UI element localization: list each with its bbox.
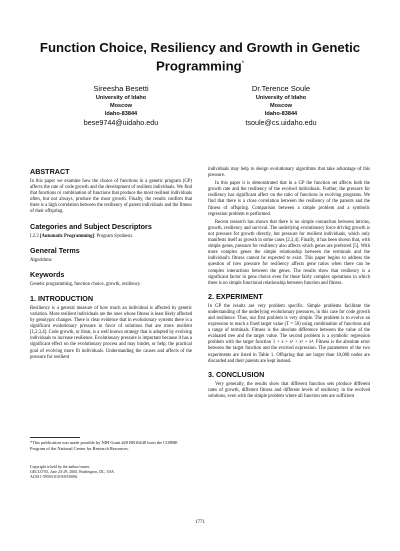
author-name: Dr.Terence Soule [251, 84, 311, 93]
page-number: 1771 [195, 520, 205, 525]
author-postal: Idaho-83844 [104, 111, 138, 117]
author-block-1 [46, 84, 196, 128]
body-paragraph: Recent research has shown that there is no simple connection between introns, growth, resiliency and survival. The underlying evolutionary force driving growth is not pressure for growth directly, but pressure for resilient individuals, which only manifests itself as growth in some cases [2,3,4]. Finally, it has been shown that, with simple genes, pressure for resiliency also affects which genes are preferred [5]. With more complex genes the simple relationship between the terminals and the individual's fitness cannot be expected to exist. This paper begins to address the question of how pressure for resiliency affects gene ratios when there can be complex interactions between the genes. The results show that resiliency is a significant factor in gene choice even for these fairly complex operations in which there is no simple functional relationship between function and fitness. [208, 219, 370, 286]
abstract-heading: ABSTRACT [30, 167, 70, 176]
paper-title [30, 40, 370, 74]
conclusion-heading: 3. CONCLUSION [208, 369, 265, 379]
copyright-line: GECCO'05, June 25-29, 2005, Washington, DC, USA. [30, 469, 115, 474]
author-name: Sireesha Besetti [93, 84, 149, 93]
author-city: Moscow [109, 103, 133, 109]
introduction-heading: 1. INTRODUCTION [30, 293, 94, 303]
author-city: Moscow [269, 103, 293, 109]
categories-bold: [Automatic Programming] [39, 233, 95, 239]
author-block-2 [206, 84, 356, 128]
author-email: bese9744@uidaho.edu [83, 118, 159, 127]
copyright-line: Copyright is held by the author/owner. [30, 465, 91, 469]
keywords-heading: Keywords [30, 269, 65, 279]
body-paragraph: individuals may help to design evolutionary algorithms that take advantage of this pressure. [208, 167, 370, 179]
general-terms-text: Algorithms [30, 257, 52, 263]
categories-text [30, 234, 192, 240]
introduction-text: Resiliency is a general measure of how much an individual is affected by genetic variation. More resilient individuals are the ones whose fitness is least likely affected by genotypic changes. There is clear evidence that in evolutionary systems there is a significant evolutionary pressure in favor of solutions that are more resilient [1,2,3,4]. Code growth, or bloat, is a well known strategy that is adopted by evolving individuals to increase resilience. Evolutionary pressure is important because it has a significant effect on the evolutionary process and may hinder, or help, the practical goal of evolving more fit individuals. Understanding the causes and affects of the pressure for resilient [30, 305, 192, 360]
keywords-text: Genetic programming, function choice, growth, resiliency [30, 281, 141, 287]
body-paragraph: In this paper it is demonstrated that in a GP the function set affects both the growth rate and the resiliency of the evolved individuals. Further, the pressure for resiliency has significant affect on the ratio of functions in evolving programs. We find that there is a close correlation between the resiliency of the parents and the fitness of offspring. Comparison between a simple problem and a symbolic regression problem is performed. [208, 181, 370, 217]
author-email: tsoule@cs.uidaho.edu [245, 118, 317, 127]
experiment-text: In GP the results are very problem specific. Simple problems facilitate the understanding of the underlying evolutionary pressures, in this case for code growth and resilience. Thus, our first problem is very simple. The problem is to evolve an expression to reach a fixed target value (T = 50) using combination of functions and a range of terminals. Fitness is the absolute difference between the value of the evaluated tree and the target value. The second problem is a symbolic regression problem with the target function 1 + x + x² + x³ + x⁴. Fitness is the absolute error between the target function and the evolved expression. The parameters of the two experiments are listed in Table 1. Offspring that are larger than 10,000 nodes are discarded and their parents are kept instead. [208, 303, 370, 364]
footnote-rule [30, 437, 80, 438]
title-footnote-mark: * [241, 61, 245, 67]
general-terms-heading: General Terms [30, 245, 80, 255]
right-column [208, 167, 370, 402]
copyright-notice [30, 465, 150, 479]
categories-code: I.2.2 [30, 233, 39, 239]
conclusion-text: Very generally, the results show that different function sets produce different rates of growth, different fitness and different levels of resiliency in the evolved solutions, even with the simple problem where all function sets are sufficient [208, 381, 370, 399]
categories-rest: : Program Synthesis [94, 233, 133, 239]
title-text: Function Choice, Resiliency and Growth in Genetic Programming [39, 40, 361, 74]
experiment-heading: 2. EXPERIMENT [208, 291, 263, 301]
abstract-text: In this paper we examine how the choice of functions in a genetic program (GP) affects the rate of code growth and the development of resilient individuals. We find that functions or combination of functions that produce the most resilient individuals often, but not always, produce the most growth. Finally, the results confirm that there is a high correlation between the resiliency of parent individuals and the fitness of their offspring. [30, 179, 192, 215]
footnote: *This publication was made possible by NIH Grant #20 RR16448 from the COBRE Program of the National Center for Research Resources. [30, 440, 178, 451]
categories-heading: Categories and Subject Descriptors [30, 221, 152, 231]
author-affiliation: University of Idaho [95, 95, 147, 101]
author-postal: Idaho-83844 [264, 111, 298, 117]
author-affiliation: University of Idaho [255, 95, 307, 101]
left-column [30, 167, 192, 363]
copyright-line: ACM 1-59593-010-8/05/0006. [30, 474, 78, 479]
